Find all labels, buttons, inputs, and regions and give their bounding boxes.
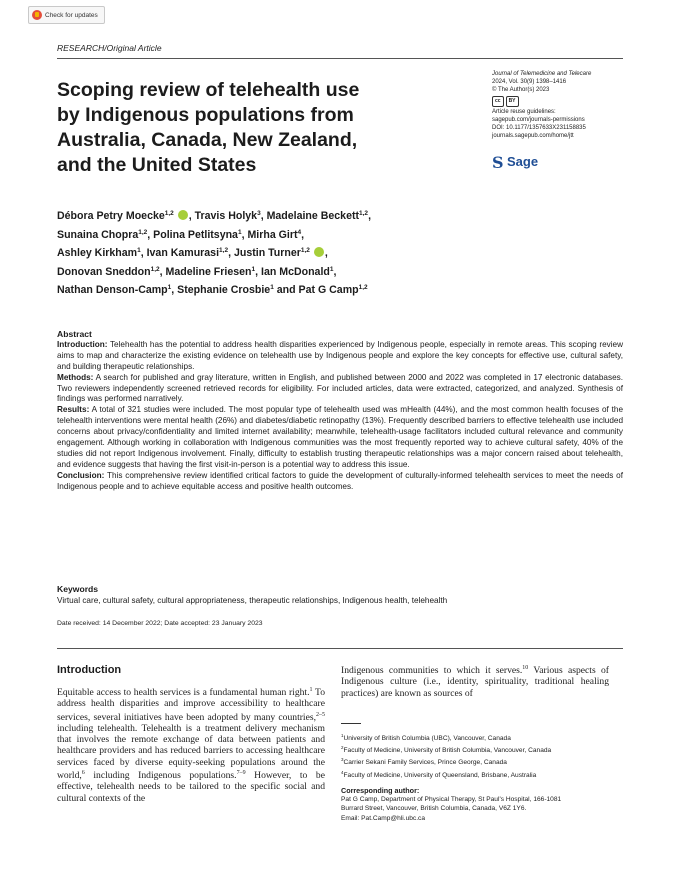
abstract-results: Results: A total of 321 studies were included. The most popular type of telehealth used was mHealth (44%), and the most common health focuses of the telehealth interventions were mental health (26%) and diabetes/diabetic retinopathy (13%). Frequently described barriers to effective telehealth use included concerns about privacy/confidentiality and limited internet availability; meanwhile, telehealth-usage facilitators included cultural relevance and community engagement. Although working in collaboration with Indigenous communities was the most frequently reported way to achieve cultural safety, 40% of the studies did not report Indigenous involvement. Finally, difficulty to establish trusting therapeutic relationships was a major concern raised about telehealth, and evidence suggests that having the first visit-in-person is a potential way to address this issue.	[57, 405, 623, 469]
sage-logo-text: Sage	[507, 154, 539, 169]
author-name: Mirha Girt	[247, 228, 298, 241]
author-separator: ,	[228, 247, 234, 260]
corresponding-line: Burrard Street, Vancouver, British Columbia, Canada, V6Z 1Y6.	[341, 805, 527, 813]
author-list	[57, 206, 527, 299]
citation-ref: 1	[309, 687, 313, 693]
affiliation-text: Carrier Sekani Family Services, Prince George, Canada	[343, 759, 507, 767]
reuse-guidelines-link[interactable]: sagepub.com/journals-permissions	[492, 116, 585, 123]
affiliation-text: University of British Columbia (UBC), Vancouver, Canada	[343, 735, 511, 742]
orcid-icon[interactable]	[178, 210, 188, 220]
affiliation-line	[341, 743, 621, 755]
cc-license-badge[interactable]	[492, 96, 632, 107]
corresponding-email[interactable]: Email: Pat.Camp@hli.ubc.ca	[341, 814, 426, 822]
keywords-heading: Keywords	[57, 584, 99, 594]
keywords-text: Virtual care, cultural safety, cultural appropriateness, therapeutic relationships, Indigenous health, telehealth	[57, 596, 448, 605]
corresponding-line: Pat G Camp, Department of Physical Therapy, St Paul's Hospital, 166-1081	[341, 796, 562, 804]
author-name: Justin Turner	[233, 247, 301, 260]
affiliation-number: 4	[341, 769, 344, 775]
reuse-guidelines-label: Article reuse guidelines:	[492, 108, 556, 115]
author-affiliation-sup: 4	[297, 228, 302, 236]
author-separator: and	[273, 284, 299, 297]
author-name: Polina Petlitsyna	[153, 228, 238, 241]
author-affiliation-sup: 1	[329, 265, 334, 273]
affiliation-number: 2	[341, 745, 344, 751]
author-separator: ,	[368, 210, 372, 222]
author-name: Ashley Kirkham	[57, 247, 138, 260]
author-affiliation-sup: 1,2	[164, 210, 174, 217]
crossmark-icon	[32, 10, 42, 20]
author-separator: ,	[147, 228, 154, 241]
journal-copyright: © The Author(s) 2023	[492, 87, 550, 94]
author-separator: ,	[255, 265, 261, 278]
affiliation-number: 1	[341, 733, 344, 738]
author-separator: ,	[301, 228, 305, 241]
author-affiliation-sup: 1,2	[359, 210, 369, 217]
author-separator: ,	[241, 228, 248, 241]
abstract-introduction: Introduction: Telehealth has the potential to address health disparities experienced by Indigenous people, especially in remote areas. This scoping review aims to map and characterize the existing evidence on telehealth use by Indigenous people and explore the key concepts for effective use, cultural safety, and building therapeutic relationships.	[57, 339, 623, 371]
sage-logo-icon	[492, 155, 504, 169]
corresponding-author	[341, 786, 621, 823]
author-name: Sunaina Chopra	[57, 228, 139, 241]
body-text: including Indigenous populations.	[84, 770, 237, 782]
author-affiliation-sup: 1,2	[150, 265, 160, 273]
check-for-updates-badge[interactable]	[28, 6, 105, 24]
author-separator: ,	[159, 265, 166, 278]
author-affiliation-sup: 1	[167, 284, 172, 292]
author-affiliation-sup: 1	[251, 265, 256, 273]
author-name: Stephanie Crosbie	[177, 284, 271, 297]
check-for-updates-label: Check for updates	[45, 11, 98, 19]
author-separator: ,	[333, 265, 337, 278]
abstract-heading: Abstract	[57, 329, 92, 339]
author-affiliation-sup: 3	[257, 210, 261, 217]
affiliation-text: Faculty of Medicine, University of British Columbia, Vancouver, Canada	[343, 747, 552, 755]
abstract-methods: Methods: A search for published and gray literature, written in English, and published between 2000 and 2022 was completed in 17 electronic databases. Two reviewers independently screened retrieved records for eligibility. For included articles, data were extracted, categorized, and analyzed. Synthesis of findings was performed narratively.	[57, 372, 623, 404]
affiliation-line	[341, 755, 621, 767]
author-separator: ,	[260, 210, 267, 222]
author-name: Travis Holyk	[194, 210, 258, 222]
author-separator: ,	[171, 284, 178, 297]
author-affiliation-sup: 1,2	[300, 247, 310, 255]
author-separator: ,	[188, 210, 195, 222]
header-divider	[57, 58, 623, 59]
footnote-divider	[341, 723, 361, 724]
body-text: Indigenous communities to which it serves.	[341, 665, 523, 676]
journal-volume: 2024, Vol. 30(9) 1398–1416	[492, 79, 567, 86]
author-name: Madeline Friesen	[165, 265, 252, 278]
author-name: Ian McDonald	[261, 265, 330, 278]
body-text: Various aspects of Indigenous culture (i.e., identity, spirituality, traditional healing practices) are known as sources of	[341, 665, 609, 699]
body-text: including telehealth. Telehealth is a treatment delivery mechanism that involves the remote exchange of data between patients and healthcare providers and has reduced barriers to accessing healthcare services faced by diverse equity-seeking populations around the world,	[57, 722, 325, 782]
affiliation-line	[341, 768, 621, 780]
body-text: To address health disparities and improve accessibility to healthcare services, several initiatives have been adopted by many countries,	[57, 687, 326, 723]
citation-ref: 7–9	[236, 770, 246, 777]
abstract-divider	[57, 648, 623, 649]
affiliation-line	[341, 731, 621, 743]
citation-ref: 10	[522, 665, 529, 671]
sage-logo[interactable]	[492, 154, 538, 169]
journal-home-link[interactable]: journals.sagepub.com/home/jtt	[492, 133, 574, 140]
author-affiliation-sup: 1	[270, 284, 274, 292]
corresponding-heading: Corresponding author:	[341, 786, 420, 795]
journal-info	[492, 70, 632, 140]
author-name: Pat G Camp	[298, 284, 359, 297]
author-affiliation-sup: 1	[237, 228, 242, 236]
author-name: Ivan Kamurasi	[146, 247, 220, 260]
journal-name: Journal of Telemedicine and Telecare	[492, 71, 592, 77]
author-affiliation-sup: 1	[137, 247, 141, 255]
author-name: Madelaine Beckett	[266, 210, 360, 222]
article-type-label: RESEARCH/Original Article	[57, 43, 162, 53]
author-name: Nathan Denson-Camp	[57, 284, 168, 297]
body-text: Equitable access to health services is a fundamental human right.	[57, 687, 310, 698]
keywords	[57, 584, 623, 606]
affiliation-number: 3	[341, 757, 344, 763]
citation-ref: 2–5	[316, 711, 325, 718]
author-name: Débora Petry Moecke	[57, 210, 165, 222]
author-affiliation-sup: 1,2	[358, 284, 368, 292]
introduction-right-column	[341, 663, 609, 699]
citation-ref: 6	[81, 770, 85, 777]
body-text: However, to be effective, telehealth needs to be tailored to the specific social and cultural contexts of the	[57, 770, 325, 804]
introduction-heading: Introduction	[57, 664, 122, 676]
abstract	[57, 329, 623, 493]
affiliation-text: Faculty of Medicine, University of Queensland, Brisbane, Australia	[343, 771, 537, 779]
abstract-conclusion: Conclusion: This comprehensive review identified critical factors to guide the development of culturally-informed telehealth services to meet the needs of Indigenous people and to achieve equitable access and positive health outcomes.	[57, 470, 623, 491]
author-affiliation-sup: 1,2	[219, 247, 229, 255]
introduction-left-column	[57, 685, 325, 804]
author-separator: ,	[140, 247, 147, 260]
author-affiliation-sup: 1,2	[138, 228, 148, 236]
article-title: Scoping review of telehealth use by Indigenous populations from Australia, Canada, New Zealand, and the United States	[57, 79, 360, 176]
cc-icon: cc	[492, 96, 504, 107]
author-name: Donovan Sneddon	[57, 265, 151, 278]
cc-by-icon: BY	[506, 96, 519, 107]
article-dates: Date received: 14 December 2022; Date accepted: 23 January 2023	[57, 620, 263, 627]
author-separator: ,	[324, 247, 328, 260]
doi-link[interactable]: DOI: 10.1177/1357633X231158835	[492, 125, 586, 132]
affiliations	[341, 731, 621, 780]
orcid-icon[interactable]	[314, 247, 324, 257]
